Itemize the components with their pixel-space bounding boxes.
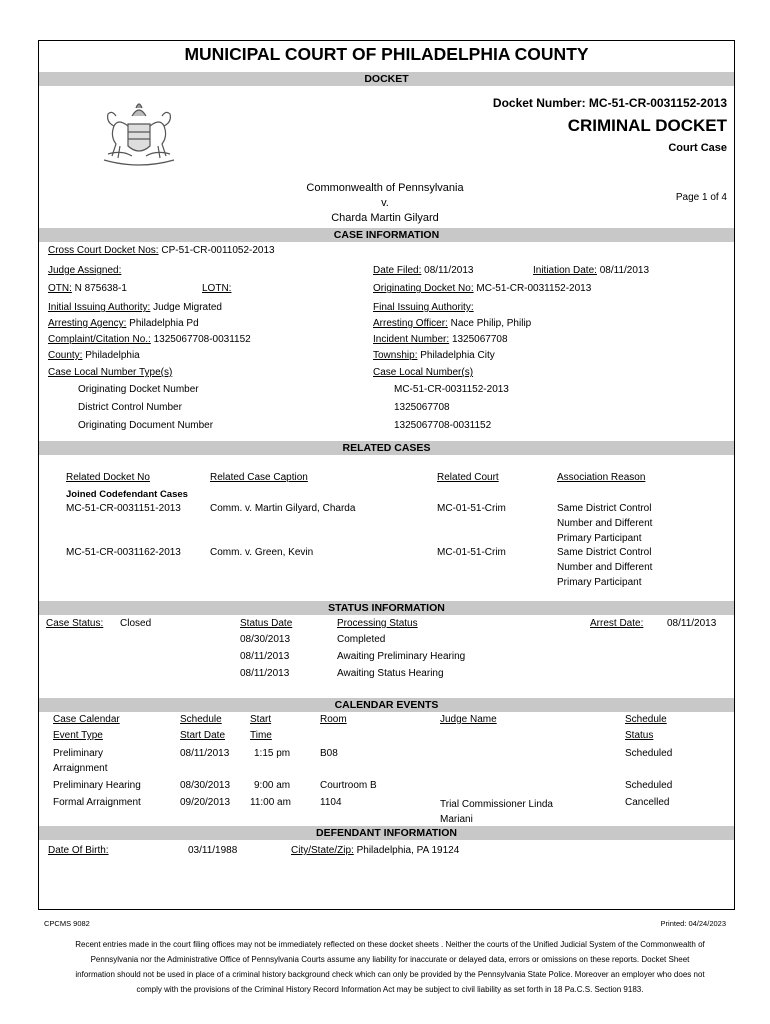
otn-value: N 875638-1 [74, 283, 127, 294]
association-reason-line: Number and Different [557, 562, 653, 573]
cross-court-row [48, 245, 275, 256]
township-row [373, 350, 495, 361]
col-judge-name: Judge Name [440, 714, 497, 725]
date-filed-row [373, 265, 473, 276]
event-status-value: Scheduled [625, 748, 673, 759]
local-number-item: 1325067708-0031152 [394, 420, 492, 431]
arresting-agency-value: Philadelphia Pd [129, 318, 199, 329]
col-room: Room [320, 714, 347, 725]
col-related-court: Related Court [437, 472, 499, 483]
calendar-events-bar: CALENDAR EVENTS [39, 698, 734, 712]
docket-bar: DOCKET [39, 72, 734, 86]
col-start-date: Start Date [180, 730, 226, 741]
dob-value: 03/11/1988 [188, 845, 238, 856]
local-number-label: Case Local Number(s) [373, 367, 474, 378]
originating-docket-value: MC-51-CR-0031152-2013 [476, 283, 592, 294]
city-value: Philadelphia, PA 19124 [356, 845, 460, 856]
processing-status-value: Awaiting Preliminary Hearing [337, 651, 466, 662]
related-cases-bar: RELATED CASES [39, 441, 734, 455]
county-row [48, 350, 140, 361]
case-kind: Court Case [668, 142, 727, 154]
county-label: County: [48, 350, 83, 361]
col-status-date: Status Date [240, 618, 293, 629]
lotn-label: LOTN: [202, 283, 232, 294]
local-number-item: 1325067708 [394, 402, 450, 413]
event-time-value: 1:15 pm [254, 748, 291, 759]
complaint-row [48, 334, 251, 345]
township-label: Township: [373, 350, 418, 361]
arrest-date-value: 08/11/2013 [667, 618, 717, 629]
arresting-agency-label: Arresting Agency: [48, 318, 127, 329]
status-information-bar: STATUS INFORMATION [39, 601, 734, 615]
final-authority-label: Final Issuing Authority: [373, 302, 474, 313]
township-value: Philadelphia City [420, 350, 495, 361]
event-room-value: 1104 [320, 797, 342, 808]
association-reason-line: Same District Control [557, 547, 652, 558]
caption-line2: v. [381, 197, 389, 209]
case-status-label: Case Status: [46, 618, 104, 629]
docket-type: CRIMINAL DOCKET [567, 116, 727, 135]
event-date-value: 08/11/2013 [180, 748, 230, 759]
initiation-date-row [533, 265, 649, 276]
related-caption-value: Comm. v. Green, Kevin [210, 547, 314, 558]
city-label: City/State/Zip: [291, 845, 354, 856]
local-type-item: District Control Number [78, 402, 182, 413]
complaint-value: 1325067708-0031152 [153, 334, 251, 345]
col-start-time: Start [250, 714, 272, 725]
case-status-value: Closed [120, 618, 152, 629]
arresting-agency-row [48, 318, 199, 329]
col-event-type: Event Type [53, 730, 103, 741]
related-caption-value: Comm. v. Martin Gilyard, Charda [210, 503, 356, 514]
case-information-bar: CASE INFORMATION [39, 228, 734, 242]
related-court-value: MC-01-51-Crim [437, 547, 506, 558]
case-status-row [46, 618, 151, 629]
related-docket-value: MC-51-CR-0031151-2013 [66, 503, 181, 514]
event-type-value: Preliminary Hearing [53, 780, 141, 791]
cross-court-label: Cross Court Docket Nos: [48, 245, 159, 256]
court-name: MUNICIPAL COURT OF PHILADELPHIA COUNTY [184, 44, 589, 64]
col-start-date: Schedule [180, 714, 222, 725]
arresting-officer-label: Arresting Officer: [373, 318, 448, 329]
col-processing-status: Processing Status [337, 618, 418, 629]
county-value: Philadelphia [85, 350, 140, 361]
event-room-value: B08 [320, 748, 338, 759]
event-judge-value: Trial Commissioner Linda [440, 799, 553, 810]
arresting-officer-value: Nace Philip, Philip [450, 318, 532, 329]
event-status-value: Scheduled [625, 780, 673, 791]
caption-line3: Charda Martin Gilyard [331, 212, 439, 224]
col-related-docket: Related Docket No [66, 472, 150, 483]
local-type-item: Originating Docket Number [78, 384, 199, 395]
col-association-reason: Association Reason [557, 472, 646, 483]
event-date-value: 09/20/2013 [180, 797, 231, 808]
local-type-label: Case Local Number Type(s) [48, 367, 173, 378]
city-row [291, 845, 459, 856]
originating-docket-label: Originating Docket No: [373, 283, 474, 294]
defendant-information-bar: DEFENDANT INFORMATION [39, 826, 734, 840]
joined-codefendant-label: Joined Codefendant Cases [66, 489, 188, 500]
cross-court-value: CP-51-CR-0011052-2013 [161, 245, 275, 256]
dob-label: Date Of Birth: [48, 845, 109, 856]
judge-assigned-label: Judge Assigned: [48, 265, 122, 276]
complaint-label: Complaint/Citation No.: [48, 334, 151, 345]
arresting-officer-row [373, 318, 531, 329]
processing-status-value: Completed [337, 634, 386, 645]
association-reason-line: Primary Participant [557, 533, 642, 544]
otn-label: OTN: [48, 283, 72, 294]
date-filed-value: 08/11/2013 [424, 265, 474, 276]
status-date-value: 08/11/2013 [240, 651, 290, 662]
col-related-caption: Related Case Caption [210, 472, 308, 483]
event-date-value: 08/30/2013 [180, 780, 231, 791]
status-date-value: 08/30/2013 [240, 634, 291, 645]
originating-docket-row [373, 283, 591, 294]
event-judge-value: Mariani [440, 814, 473, 825]
status-date-value: 08/11/2013 [240, 668, 290, 679]
col-start-time: Time [250, 730, 272, 741]
related-docket-value: MC-51-CR-0031162-2013 [66, 547, 181, 558]
date-filed-label: Date Filed: [373, 265, 422, 276]
pennsylvania-seal-icon [92, 94, 186, 172]
otn-row [48, 283, 127, 294]
event-type-value: Preliminary [53, 748, 104, 759]
form-id: CPCMS 9082 [44, 919, 90, 928]
docket-number: Docket Number: MC-51-CR-0031152-2013 [492, 96, 727, 110]
page-number: Page 1 of 4 [675, 192, 727, 203]
event-room-value: Courtroom B [320, 780, 377, 791]
initiation-date-value: 08/11/2013 [599, 265, 650, 276]
association-reason-line: Same District Control [557, 503, 652, 514]
association-reason-line: Primary Participant [557, 577, 642, 588]
incident-label: Incident Number: [373, 334, 450, 345]
association-reason-line: Number and Different [557, 518, 653, 529]
printed-date: Printed: 04/24/2023 [660, 919, 726, 928]
processing-status-value: Awaiting Status Hearing [337, 668, 444, 679]
col-schedule-status: Status [625, 730, 654, 741]
incident-value: 1325067708 [451, 334, 508, 345]
caption-line1: Commonwealth of Pennsylvania [306, 182, 464, 194]
local-type-item: Originating Document Number [78, 420, 214, 431]
col-event-type: Case Calendar [53, 714, 120, 725]
event-type-value: Formal Arraignment [53, 797, 141, 808]
col-schedule-status: Schedule [625, 714, 667, 725]
related-court-value: MC-01-51-Crim [437, 503, 506, 514]
disclaimer: Recent entries made in the court filing offices may not be immediately reflected on these docket sheets . Neither the courts of the Unified Judicial System of the Commonwealth of Pennsylvania nor the Administrative Office of Pennsylvania Courts assume any liability for inaccurate or delayed data, errors or omissions on these reports. Docket Sheet information should not be used in place of a criminal history background check which can only be provided by the Pennsylvania State Police. Moreover an employer who does not comply with the provisions of the Criminal History Record Information Act may be subject to civil liability as set forth in 18 Pa.C.S. Section 9183. [75, 940, 705, 994]
initiation-date-label: Initiation Date: [533, 265, 597, 276]
initial-authority-value: Judge Migrated [153, 302, 222, 313]
event-time-value: 9:00 am [254, 780, 291, 791]
arrest-date-label: Arrest Date: [590, 618, 644, 629]
event-status-value: Cancelled [625, 797, 670, 808]
local-number-item: MC-51-CR-0031152-2013 [394, 384, 509, 395]
initial-authority-label: Initial Issuing Authority: [48, 302, 151, 313]
initial-authority-row [48, 302, 222, 313]
event-time-value: 11:00 am [250, 797, 291, 808]
incident-row [373, 334, 508, 345]
event-type-value: Arraignment [53, 763, 108, 774]
